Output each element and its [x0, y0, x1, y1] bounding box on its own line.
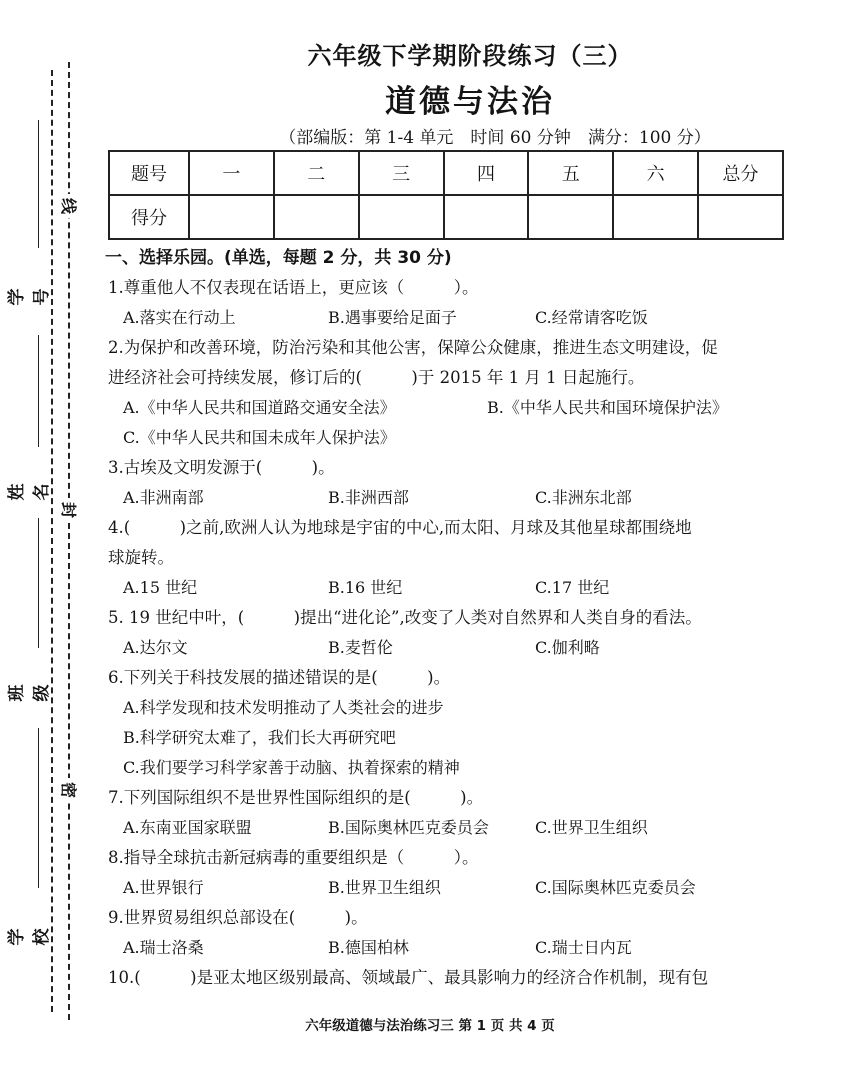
name-blank: [38, 335, 39, 447]
option-c: C.世界卫生组织: [535, 818, 648, 837]
score-row-header: 得分: [109, 195, 189, 239]
exam-title: 六年级下学期阶段练习（三）: [307, 42, 633, 70]
option-a: A.《中华人民共和国道路交通安全法》: [123, 398, 396, 417]
option-b: B.《中华人民共和国环境保护法》: [487, 398, 728, 417]
score-table-header-row: [109, 151, 783, 195]
question-section: [105, 244, 770, 993]
question-7-options: [105, 813, 770, 843]
option-b: B.国际奥林匹克委员会: [328, 818, 489, 837]
option-c: C.非洲东北部: [535, 488, 632, 507]
option-b: B.德国柏林: [328, 938, 409, 957]
option-a: A.瑞士洛桑: [123, 938, 204, 957]
cut-mark-secret: 密: [56, 778, 80, 802]
subject-title: 道德与法治: [385, 84, 555, 120]
question-2-options-row1: [105, 393, 770, 423]
option-b: B.麦哲伦: [328, 638, 393, 657]
question-1-stem: 1.尊重他人不仅表现在话语上，更应该（ ）。: [108, 278, 479, 297]
option-a: A.非洲南部: [123, 488, 204, 507]
score-column-header: 五: [528, 151, 613, 195]
score-cell: [359, 195, 444, 239]
student-id-label: 学号: [7, 288, 52, 306]
cut-mark-seal: 封: [56, 498, 80, 522]
option-c: C.我们要学习科学家善于动脑、执着探索的精神: [123, 758, 460, 777]
option-a: A.东南亚国家联盟: [123, 818, 252, 837]
cut-mark-line: 线: [56, 194, 80, 218]
question-6-stem: 6.下列关于科技发展的描述错误的是( )。: [108, 668, 451, 687]
score-table-score-row: [109, 195, 783, 239]
option-a: A.落实在行动上: [123, 308, 236, 327]
option-b: B.16 世纪: [328, 578, 403, 597]
question-1-options: [105, 303, 770, 333]
option-c: C.17 世纪: [535, 578, 610, 597]
student-id-blank: [38, 120, 39, 248]
option-c: C.瑞士日内瓦: [535, 938, 632, 957]
question-8-options: [105, 873, 770, 903]
option-c: C.《中华人民共和国未成年人保护法》: [123, 428, 396, 447]
name-label: 姓名: [7, 483, 52, 501]
binding-margin: [0, 0, 105, 1085]
option-b: B.遇事要给足面子: [328, 308, 457, 327]
question-5-options: [105, 633, 770, 663]
option-c: C.国际奥林匹克委员会: [535, 878, 696, 897]
page-footer: 六年级道德与法治练习三 第 1 页 共 4 页: [305, 1018, 555, 1034]
score-column-header: 一: [189, 151, 274, 195]
score-cell: [444, 195, 529, 239]
score-column-header: 四: [444, 151, 529, 195]
question-9-options: [105, 933, 770, 963]
option-c: C.经常请客吃饭: [535, 308, 648, 327]
question-number-header: 题号: [109, 151, 189, 195]
score-column-header: 六: [613, 151, 698, 195]
school-label: 学校: [7, 928, 52, 946]
question-8-stem: 8.指导全球抗击新冠病毒的重要组织是（ ）。: [108, 848, 479, 867]
class-label: 班级: [7, 684, 52, 702]
question-5-stem: 5. 19 世纪中叶，( )提出“进化论”,改变了人类对自然界和人类自身的看法。: [108, 608, 702, 627]
option-b: B.科学研究太难了，我们长大再研究吧: [123, 728, 396, 747]
score-cell: [528, 195, 613, 239]
option-c: C.伽利略: [535, 638, 600, 657]
option-a: A.世界银行: [123, 878, 204, 897]
question-2-stem-line2: 进经济社会可持续发展，修订后的( )于 2015 年 1 月 1 日起施行。: [108, 368, 645, 387]
section-title: 一、选择乐园。(单选，每题 2 分，共 30 分): [105, 248, 452, 268]
question-4-options: [105, 573, 770, 603]
total-score-cell: [698, 195, 783, 239]
class-blank: [38, 518, 39, 648]
score-cell: [613, 195, 698, 239]
question-7-stem: 7.下列国际组织不是世界性国际组织的是( )。: [108, 788, 484, 807]
option-b: B.世界卫生组织: [328, 878, 441, 897]
question-3-stem: 3.古埃及文明发源于( )。: [108, 458, 335, 477]
score-table: [108, 150, 784, 240]
option-a: A.达尔文: [123, 638, 188, 657]
score-column-header: 二: [274, 151, 359, 195]
school-blank: [38, 728, 39, 888]
option-b: B.非洲西部: [328, 488, 409, 507]
question-2-stem-line1: 2.为保护和改善环境，防治污染和其他公害，保障公众健康，推进生态文明建设，促: [108, 338, 718, 357]
binding-dashed-line: [51, 70, 53, 1012]
option-a: A.科学发现和技术发明推动了人类社会的进步: [123, 698, 444, 717]
option-a: A.15 世纪: [123, 578, 198, 597]
question-3-options: [105, 483, 770, 513]
total-score-header: 总分: [698, 151, 783, 195]
question-4-stem-line1: 4.( )之前,欧洲人认为地球是宇宙的中心,而太阳、月球及其他星球都围绕地: [108, 518, 692, 537]
exam-info: （部编版：第 1-4 单元 时间 60 分钟 满分：100 分）: [279, 128, 711, 148]
score-cell: [189, 195, 274, 239]
question-10-stem-line1: 10.( )是亚太地区级别最高、领域最广、最具影响力的经济合作机制，现有包: [108, 968, 709, 987]
score-column-header: 三: [359, 151, 444, 195]
question-4-stem-line2: 球旋转。: [108, 548, 174, 567]
score-cell: [274, 195, 359, 239]
question-9-stem: 9.世界贸易组织总部设在( )。: [108, 908, 368, 927]
